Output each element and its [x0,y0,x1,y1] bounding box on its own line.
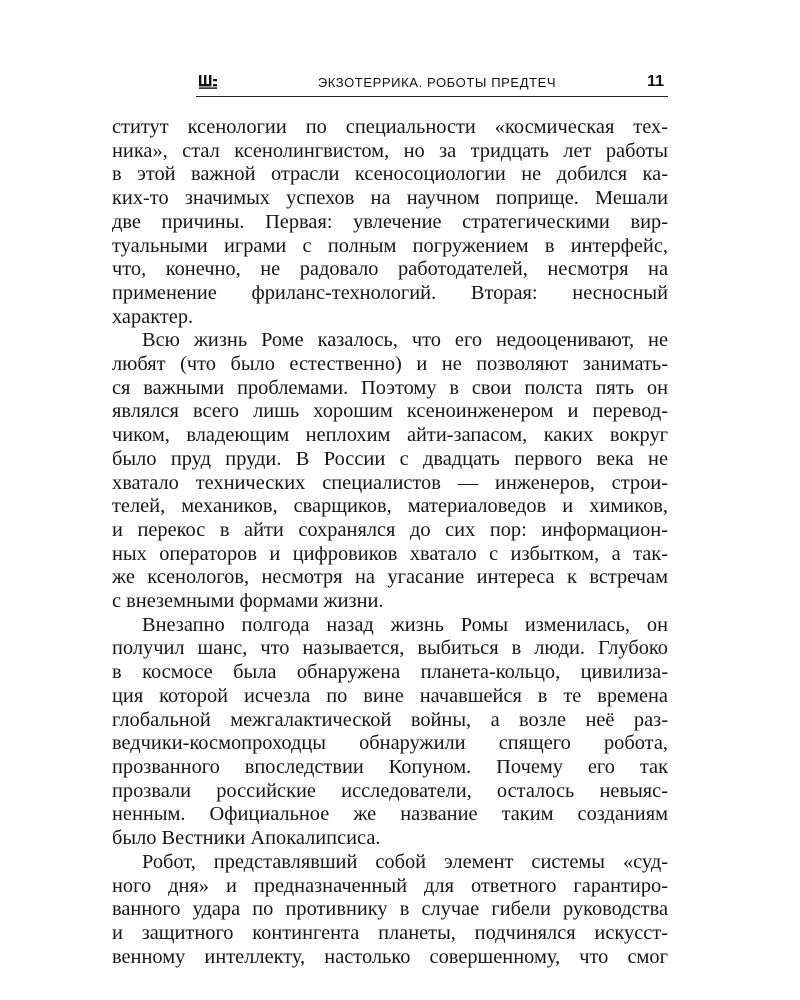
text-line: Робот, представлявший собой элемент системы «суд- [142,850,668,873]
text-line: чиком, владеющим неплохим айти-запасом, каких вокруг [112,424,668,447]
text-line: применение фриланс-технологий. Вторая: несносный [112,281,668,304]
body-text [112,116,668,969]
text-line: в космосе была обнаружена планета-кольцо, цивилиза- [112,661,668,684]
text-line: прозвали российские исследователи, осталось невыяс- [112,779,668,802]
text-line: с внеземными формами жизни. [112,590,384,613]
text-line: телей, механиков, сварщиков, материаловедов и химиков, [112,495,668,518]
text-line: глобальной межгалактической войны, а возле неё раз- [112,708,668,731]
text-line: было пруд пруди. В России с двадцать первого века не [112,447,668,470]
text-line: было Вестники Апокалипсиса. [112,827,381,850]
text-line: характер. [112,305,194,328]
text-line: ких-то значимых успехов на научном поприще. Мешали [112,187,668,210]
text-line: ника», стал ксенолингвистом, но за тридцать лет работы [112,139,668,162]
text-line: прозванного впоследствии Копуном. Почему его так [112,755,668,778]
text-line: Внезапно полгода назад жизнь Ромы изменилась, он [142,613,668,636]
text-line: туальными играми с полным погружением в интерфейс, [112,234,668,257]
text-line: и защитного контингента планеты, подчинялся искусст- [112,921,668,944]
text-line: получил шанс, что называется, выбиться в люди. Глубоко [112,637,668,660]
text-line: что, конечно, не радовало работодателей, несмотря на [112,258,668,281]
text-line: ся важными проблемами. Поэтому в свои полста пять он [112,376,668,399]
text-line: ция которой исчезла по вине начавшейся в те времена [112,684,668,707]
text-line: любят (что было естественно) и не позволяют занимать- [112,353,668,376]
text-line: и перекос в айти сохранялся до сих пор: информацион- [112,518,668,541]
page-number: 11 [647,73,664,90]
text-line: ненным. Официальное же название таким созданиям [112,803,668,826]
text-line: ститут ксенологии по специальности «космическая тех- [112,116,668,138]
text-line: хватало технических специалистов — инженеров, строи- [112,471,668,494]
text-line: ного дня» и предназначенный для ответного гарантиро- [112,874,668,897]
publisher-logo-icon [198,75,218,89]
text-line: ванного удара по противнику в случае гибели руководства [112,898,668,921]
running-title: ЭКЗОТЕРРИКА. РОБОТЫ ПРЕДТЕЧ [317,75,557,90]
text-line: две причины. Первая: увлечение стратегическими вир- [112,210,668,233]
running-header [196,70,668,97]
text-line: ведчики-космопроходцы обнаружили спящего робота, [112,732,668,755]
text-line: ных операторов и цифровиков хватало с избытком, а так- [112,542,668,565]
text-line: венному интеллекту, настолько совершенному, что смог [112,945,668,968]
text-line: же ксенологов, несмотря на угасание интереса к встречам [112,566,668,589]
text-line: являлся всего лишь хорошим ксеноинженером и перевод- [112,400,668,423]
text-line: в этой важной отрасли ксеносоциологии не добился ка- [112,163,668,186]
text-line: Всю жизнь Роме казалось, что его недооценивают, не [142,329,668,352]
